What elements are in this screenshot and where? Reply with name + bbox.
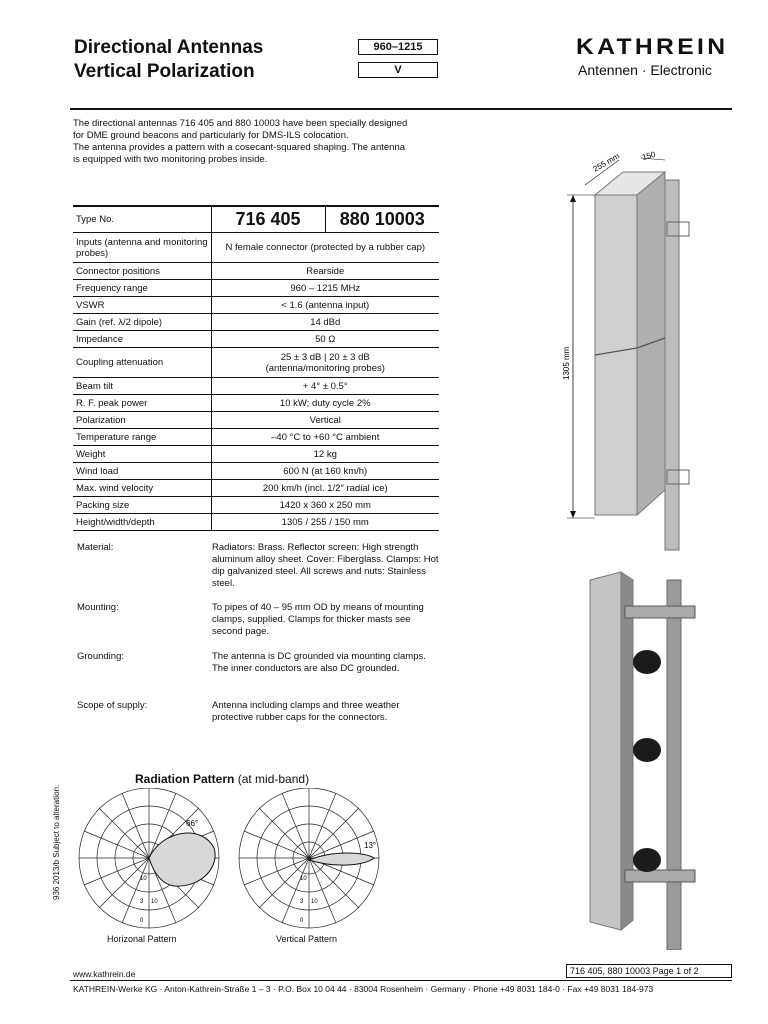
table-row	[73, 395, 439, 412]
row-label: Connector positions	[73, 263, 211, 280]
note-text: The antenna is DC grounded via mounting clamps. The inner conductors are also DC grounded.	[212, 651, 426, 674]
row-label: Height/width/depth	[73, 514, 211, 531]
pattern-title	[135, 772, 309, 786]
height-dimension-label: 1305 mm	[562, 346, 571, 380]
vertical-pattern-diagram	[239, 788, 379, 928]
row-value: 1420 x 360 x 250 mm	[211, 497, 439, 514]
header-rule	[70, 108, 732, 110]
type-label: Type No.	[73, 206, 211, 233]
note-text: Radiators: Brass. Reflector screen: High strength aluminum alloy sheet. Cover: Fiberglass. Clamps: Hot dip galvanized steel. All screws and nuts: Stainless steel.	[212, 542, 439, 589]
scale-label: 10	[151, 899, 158, 905]
row-label: Polarization	[73, 412, 211, 429]
photo-lower-clamp	[625, 870, 695, 882]
row-label: VSWR	[73, 297, 211, 314]
table-header-row	[73, 206, 439, 233]
note-label: Grounding:	[77, 651, 125, 662]
photo-connector-cap	[633, 650, 661, 674]
row-label: Inputs (antenna and monitoring probes)	[73, 233, 211, 263]
row-value: 200 km/h (incl. 1/2″ radial ice)	[211, 480, 439, 497]
website-link[interactable]: www.kathrein.de	[73, 969, 136, 979]
photo-connector-cap	[633, 738, 661, 762]
row-label: Max. wind velocity	[73, 480, 211, 497]
note-label: Scope of supply:	[77, 700, 148, 711]
footer-rule	[70, 980, 732, 981]
page-info: 716 405, 880 10003 Page 1 of 2	[566, 964, 732, 978]
table-row	[73, 429, 439, 446]
intro-line: The antenna provides a pattern with a cosecant-squared shaping. The antenna	[73, 142, 406, 153]
depth-dimension-label: 150	[641, 150, 657, 162]
title-line-1: Directional Antennas	[74, 37, 264, 58]
table-row	[73, 280, 439, 297]
company-address: KATHREIN-Werke KG · Anton-Kathrein-Straße 1 – 3 · P.O. Box 10 04 44 · 83004 Rosenheim · Germany · Phone +49 8031 184-0 · Fax +49 8031 184-973	[73, 984, 654, 994]
note-label: Material:	[77, 542, 114, 553]
row-label: Packing size	[73, 497, 211, 514]
antenna-photo	[585, 570, 705, 950]
coupling-sub: (antenna/monitoring probes)	[265, 362, 385, 374]
row-label: R. F. peak power	[73, 395, 211, 412]
table-row	[73, 480, 439, 497]
radiation-pattern-diagrams	[74, 788, 384, 930]
horizontal-pattern-caption: Horizonal Pattern	[107, 934, 177, 944]
page-title	[74, 36, 263, 84]
table-row	[73, 297, 439, 314]
table-row	[73, 463, 439, 480]
horizontal-pattern-diagram	[79, 788, 219, 928]
row-value: –40 °C to +60 °C ambient	[211, 429, 439, 446]
pattern-title-rest: (at mid-band)	[237, 772, 310, 786]
scale-label: 0	[300, 918, 304, 924]
scale-label: 10	[311, 899, 318, 905]
brand-subtitle: Antennen · Electronic	[578, 62, 712, 78]
note-text: To pipes of 40 – 95 mm OD by means of mounting clamps, supplied. Clamps for thicker masts see second page.	[212, 602, 424, 637]
row-label: Gain (ref. λ/2 dipole)	[73, 314, 211, 331]
row-value: Rearside	[211, 263, 439, 280]
row-label: Impedance	[73, 331, 211, 348]
row-value: 14 dBd	[211, 314, 439, 331]
note-label: Mounting:	[77, 602, 119, 613]
photo-connector-cap	[633, 848, 661, 872]
title-line-2: Vertical Polarization	[74, 61, 255, 82]
horizontal-angle-label: 66°	[186, 819, 199, 828]
table-row	[73, 314, 439, 331]
notes-section	[77, 542, 441, 730]
scale-label: 0	[140, 918, 144, 924]
note-text: Antenna including clamps and three weather protective rubber caps for the connectors.	[212, 700, 400, 723]
width-dimension-label: 255 mm	[591, 151, 622, 174]
frequency-box: 960–1215	[358, 39, 438, 55]
row-value: 10 kW; duty cycle 2%	[211, 395, 439, 412]
intro-line: The directional antennas 716 405 and 880 10003 have been specially designed	[73, 118, 408, 129]
vertical-angle-label: 13°	[364, 841, 377, 850]
table-row	[73, 514, 439, 531]
intro-line: for DME ground beacons and particularly for DMS-ILS colocation.	[73, 130, 349, 141]
row-value: 600 N (at 160 km/h)	[211, 463, 439, 480]
intro-line: is equipped with two monitoring probes inside.	[73, 154, 268, 165]
row-value: 12 kg	[211, 446, 439, 463]
note-material	[77, 542, 441, 602]
scale-label: 10	[140, 876, 147, 882]
table-row	[73, 412, 439, 429]
note-grounding	[77, 651, 441, 700]
table-row	[73, 233, 439, 263]
table-row	[73, 446, 439, 463]
row-value: N female connector (protected by a rubber cap)	[211, 233, 439, 263]
antenna-dimension-drawing	[555, 150, 735, 560]
row-value: 960 – 1215 MHz	[211, 280, 439, 297]
row-label: Beam tilt	[73, 378, 211, 395]
table-row	[73, 378, 439, 395]
type-number-a: 716 405	[211, 206, 325, 233]
row-value: < 1.6 (antenna input)	[211, 297, 439, 314]
scale-label: 3	[140, 899, 144, 905]
row-label: Wind load	[73, 463, 211, 480]
row-value: 1305 / 255 / 150 mm	[211, 514, 439, 531]
type-number-b: 880 10003	[325, 206, 439, 233]
photo-antenna-front	[590, 572, 621, 930]
row-value: 50 Ω	[211, 331, 439, 348]
intro-text	[73, 118, 443, 166]
polarization-box: V	[358, 62, 438, 78]
table-row	[73, 263, 439, 280]
table-row	[73, 331, 439, 348]
side-note: 936 2013/b Subject to alteration.	[52, 784, 61, 900]
row-label: Weight	[73, 446, 211, 463]
table-row	[73, 497, 439, 514]
antenna-front-face	[595, 195, 637, 515]
photo-mast	[667, 580, 681, 950]
vertical-pattern-caption: Vertical Pattern	[276, 934, 338, 944]
scale-label: 3	[300, 899, 304, 905]
spec-table	[73, 205, 439, 531]
coupling-values: 25 ± 3 dB | 20 ± 3 dB	[280, 351, 370, 363]
pattern-title-bold: Radiation Pattern	[135, 772, 235, 786]
row-value: + 4° ± 0.5°	[211, 378, 439, 395]
scale-label: 10	[300, 876, 307, 882]
brand-logo: KATHREIN	[576, 34, 729, 59]
row-label: Frequency range	[73, 280, 211, 297]
row-label: Coupling attenuation	[73, 348, 211, 378]
photo-upper-clamp	[625, 606, 695, 618]
row-value: Vertical	[211, 412, 439, 429]
row-label: Temperature range	[73, 429, 211, 446]
note-scope	[77, 700, 441, 730]
row-value	[211, 348, 439, 378]
note-mounting	[77, 602, 441, 651]
table-row	[73, 348, 439, 378]
